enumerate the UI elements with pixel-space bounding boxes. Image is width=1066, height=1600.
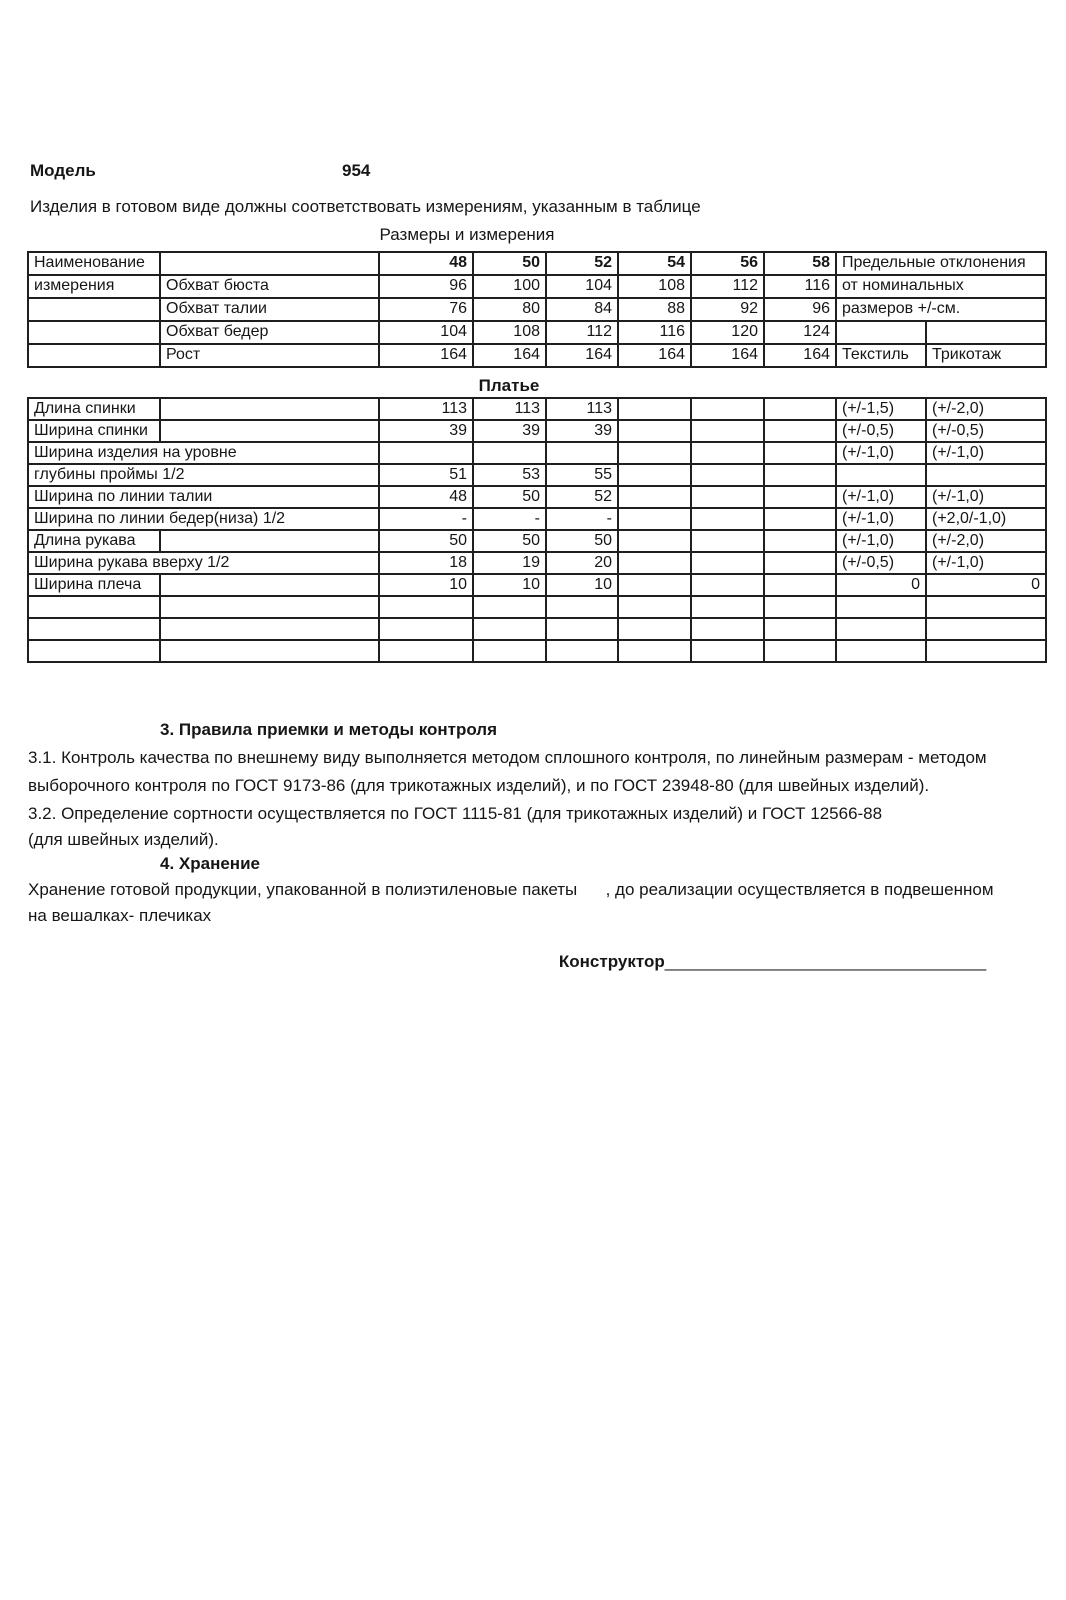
table-cell: 18 bbox=[379, 552, 473, 574]
table-cell: 19 bbox=[473, 552, 546, 574]
table-cell: - bbox=[379, 508, 473, 530]
table-title: Размеры и измерения bbox=[379, 225, 555, 244]
table-cell: 164 bbox=[379, 344, 473, 367]
table-cell: 96 bbox=[764, 298, 836, 321]
table-cell bbox=[764, 420, 836, 442]
table-cell bbox=[764, 508, 836, 530]
table-cell: 92 bbox=[691, 298, 764, 321]
table-cell: 108 bbox=[618, 275, 691, 298]
table-cell bbox=[473, 596, 546, 618]
table-cell: 112 bbox=[691, 275, 764, 298]
table-cell: Обхват талии bbox=[160, 298, 379, 321]
table-cell bbox=[28, 596, 160, 618]
table-cell bbox=[764, 398, 836, 420]
table-row bbox=[28, 344, 1046, 367]
table-cell: Предельные отклонения bbox=[836, 252, 1046, 275]
table-cell: 100 bbox=[473, 275, 546, 298]
table-row bbox=[28, 398, 1046, 420]
table-cell bbox=[764, 464, 836, 486]
size-table bbox=[27, 251, 1047, 368]
table-cell: 53 bbox=[473, 464, 546, 486]
table-cell: (+/-1,0) bbox=[926, 486, 1046, 508]
table-cell: 104 bbox=[546, 275, 618, 298]
table-cell: 58 bbox=[764, 252, 836, 275]
table-cell bbox=[764, 618, 836, 640]
table-cell bbox=[618, 464, 691, 486]
table-cell bbox=[926, 596, 1046, 618]
model-number: 954 bbox=[342, 161, 371, 180]
table-cell bbox=[618, 442, 691, 464]
table-cell: 164 bbox=[618, 344, 691, 367]
section3-paragraph-2-line-1: 3.2. Определение сортности осуществляется по ГОСТ 1115-81 (для трикотажных изделий) и ГОСТ 12566-88 bbox=[28, 804, 883, 823]
table-cell bbox=[160, 398, 379, 420]
table-cell: Ширина плеча bbox=[28, 574, 160, 596]
section4-paragraph-line-2: на вешалках- плечиках bbox=[28, 906, 212, 925]
table-cell bbox=[764, 552, 836, 574]
section3-paragraph-1-line-1: 3.1. Контроль качества по внешнему виду выполняется методом сплошного контроля, по линейным размерам - методом bbox=[28, 748, 987, 767]
table-cell bbox=[28, 618, 160, 640]
table-cell bbox=[618, 640, 691, 662]
table-cell: (+/-1,0) bbox=[926, 552, 1046, 574]
table-cell: 108 bbox=[473, 321, 546, 344]
table-cell bbox=[618, 618, 691, 640]
table-cell: Наименование bbox=[28, 252, 160, 275]
dress-section-title: Платье bbox=[478, 376, 540, 395]
table-cell bbox=[691, 420, 764, 442]
table-cell bbox=[926, 464, 1046, 486]
table-cell bbox=[379, 442, 473, 464]
table-cell: 113 bbox=[473, 398, 546, 420]
table-cell bbox=[160, 640, 379, 662]
table-cell bbox=[691, 398, 764, 420]
table-cell bbox=[28, 321, 160, 344]
table-cell: 48 bbox=[379, 252, 473, 275]
table-cell: 164 bbox=[691, 344, 764, 367]
table-cell bbox=[764, 530, 836, 552]
table-cell: 116 bbox=[618, 321, 691, 344]
table-row bbox=[28, 275, 1046, 298]
table-row bbox=[28, 252, 1046, 275]
table-cell: 10 bbox=[546, 574, 618, 596]
table-cell: 84 bbox=[546, 298, 618, 321]
table-cell: 50 bbox=[379, 530, 473, 552]
table-cell: Ширина по линии бедер(низа) 1/2 bbox=[28, 508, 379, 530]
table-cell: 10 bbox=[473, 574, 546, 596]
table-cell bbox=[836, 596, 926, 618]
table-cell bbox=[546, 640, 618, 662]
table-cell: Ширина рукава вверху 1/2 bbox=[28, 552, 379, 574]
table-cell bbox=[618, 574, 691, 596]
model-label: Модель bbox=[30, 161, 96, 180]
table-cell bbox=[618, 508, 691, 530]
table-cell: (+/-2,0) bbox=[926, 530, 1046, 552]
table-cell: 50 bbox=[473, 486, 546, 508]
table-cell bbox=[28, 344, 160, 367]
table-row bbox=[28, 486, 1046, 508]
section3-paragraph-1-line-2: выборочного контроля по ГОСТ 9173-86 (для трикотажных изделий), и по ГОСТ 23948-80 (для швейных изделий). bbox=[28, 776, 930, 795]
table-cell bbox=[836, 464, 926, 486]
table-cell bbox=[473, 640, 546, 662]
table-cell: (+/-1,0) bbox=[836, 442, 926, 464]
table-row bbox=[28, 420, 1046, 442]
table-cell: 52 bbox=[546, 486, 618, 508]
table-cell: (+/-1,5) bbox=[836, 398, 926, 420]
table-cell bbox=[618, 486, 691, 508]
table-cell: Ширина изделия на уровне bbox=[28, 442, 379, 464]
table-cell: 39 bbox=[473, 420, 546, 442]
table-cell bbox=[379, 618, 473, 640]
table-cell: (+/-0,5) bbox=[926, 420, 1046, 442]
table-cell: (+/-1,0) bbox=[926, 442, 1046, 464]
table-cell: Обхват бюста bbox=[160, 275, 379, 298]
table-cell: 0 bbox=[926, 574, 1046, 596]
table-cell bbox=[618, 398, 691, 420]
table-cell: 96 bbox=[379, 275, 473, 298]
table-cell: Обхват бедер bbox=[160, 321, 379, 344]
table-cell: 113 bbox=[379, 398, 473, 420]
table-cell bbox=[691, 552, 764, 574]
table-cell bbox=[379, 640, 473, 662]
table-cell: - bbox=[473, 508, 546, 530]
table-cell bbox=[691, 596, 764, 618]
table-cell bbox=[618, 530, 691, 552]
table-cell bbox=[836, 321, 926, 344]
table-cell bbox=[473, 442, 546, 464]
table-cell: (+/-2,0) bbox=[926, 398, 1046, 420]
table-cell: (+2,0/-1,0) bbox=[926, 508, 1046, 530]
table-cell: 54 bbox=[618, 252, 691, 275]
table-cell bbox=[28, 298, 160, 321]
table-cell bbox=[691, 530, 764, 552]
table-cell bbox=[691, 486, 764, 508]
section3-paragraph-2-line-2: (для швейных изделий). bbox=[28, 830, 219, 849]
table-row bbox=[28, 618, 1046, 640]
table-cell bbox=[836, 640, 926, 662]
table-cell bbox=[546, 618, 618, 640]
table-row bbox=[28, 530, 1046, 552]
table-cell: (+/-1,0) bbox=[836, 530, 926, 552]
table-row bbox=[28, 640, 1046, 662]
table-cell: 48 bbox=[379, 486, 473, 508]
table-cell: 76 bbox=[379, 298, 473, 321]
table-cell bbox=[160, 618, 379, 640]
table-cell bbox=[691, 640, 764, 662]
table-cell: 0 bbox=[836, 574, 926, 596]
table-row bbox=[28, 442, 1046, 464]
table-cell bbox=[160, 252, 379, 275]
table-cell: 39 bbox=[379, 420, 473, 442]
table-cell: 20 bbox=[546, 552, 618, 574]
table-cell bbox=[160, 574, 379, 596]
designer-label: Конструктор bbox=[558, 952, 665, 971]
table-row bbox=[28, 464, 1046, 486]
table-cell: Длина спинки bbox=[28, 398, 160, 420]
table-cell: 50 bbox=[473, 530, 546, 552]
table-row bbox=[28, 574, 1046, 596]
table-cell: 51 bbox=[379, 464, 473, 486]
table-cell: 50 bbox=[546, 530, 618, 552]
table-cell: (+/-0,5) bbox=[836, 552, 926, 574]
table-cell: 104 bbox=[379, 321, 473, 344]
designer-signature-block bbox=[540, 932, 986, 992]
table-cell bbox=[691, 574, 764, 596]
table-cell bbox=[618, 552, 691, 574]
table-cell bbox=[546, 442, 618, 464]
table-cell bbox=[691, 464, 764, 486]
table-cell: 88 bbox=[618, 298, 691, 321]
table-cell: 120 bbox=[691, 321, 764, 344]
table-cell bbox=[379, 596, 473, 618]
table-cell: Рост bbox=[160, 344, 379, 367]
table-cell bbox=[926, 618, 1046, 640]
table-cell bbox=[691, 618, 764, 640]
table-cell: 164 bbox=[764, 344, 836, 367]
table-cell bbox=[691, 508, 764, 530]
table-cell bbox=[618, 420, 691, 442]
table-cell bbox=[764, 640, 836, 662]
table-cell: 10 bbox=[379, 574, 473, 596]
table-cell bbox=[28, 640, 160, 662]
table-cell: Длина рукава bbox=[28, 530, 160, 552]
table-cell: Ширина по линии талии bbox=[28, 486, 379, 508]
dress-measurements-table bbox=[27, 397, 1047, 663]
table-cell: 50 bbox=[473, 252, 546, 275]
table-cell bbox=[764, 574, 836, 596]
table-cell bbox=[160, 530, 379, 552]
section4-heading: 4. Хранение bbox=[160, 854, 260, 873]
table-cell: 164 bbox=[546, 344, 618, 367]
table-row bbox=[28, 552, 1046, 574]
table-cell bbox=[473, 618, 546, 640]
table-cell: измерения bbox=[28, 275, 160, 298]
table-cell: Трикотаж bbox=[926, 344, 1046, 367]
table-cell: Текстиль bbox=[836, 344, 926, 367]
section3-heading: 3. Правила приемки и методы контроля bbox=[160, 720, 498, 739]
table-cell bbox=[836, 618, 926, 640]
table-cell bbox=[764, 486, 836, 508]
table-cell: 56 bbox=[691, 252, 764, 275]
table-cell: размеров +/-см. bbox=[836, 298, 1046, 321]
table-cell: 55 bbox=[546, 464, 618, 486]
table-cell bbox=[160, 596, 379, 618]
table-cell: 80 bbox=[473, 298, 546, 321]
table-cell bbox=[926, 321, 1046, 344]
section4-paragraph-line-1: Хранение готовой продукции, упакованной в полиэтиленовые пакеты , до реализации осуществляется в подвешенном bbox=[28, 880, 994, 899]
table-cell: 39 bbox=[546, 420, 618, 442]
table-cell bbox=[546, 596, 618, 618]
table-cell: 52 bbox=[546, 252, 618, 275]
table-cell bbox=[764, 596, 836, 618]
table-row bbox=[28, 596, 1046, 618]
table-cell bbox=[926, 640, 1046, 662]
intro-text: Изделия в готовом виде должны соответствовать измерениям, указанным в таблице bbox=[30, 197, 701, 216]
table-cell: (+/-0,5) bbox=[836, 420, 926, 442]
table-cell: от номинальных bbox=[836, 275, 1046, 298]
table-cell: (+/-1,0) bbox=[836, 508, 926, 530]
table-cell: 113 bbox=[546, 398, 618, 420]
table-row bbox=[28, 298, 1046, 321]
table-cell bbox=[764, 442, 836, 464]
table-cell: Ширина спинки bbox=[28, 420, 160, 442]
table-cell: 124 bbox=[764, 321, 836, 344]
table-cell: 112 bbox=[546, 321, 618, 344]
table-cell bbox=[618, 596, 691, 618]
table-cell: 116 bbox=[764, 275, 836, 298]
signature-line: __________________________________ bbox=[664, 952, 987, 971]
table-row bbox=[28, 321, 1046, 344]
table-cell: глубины проймы 1/2 bbox=[28, 464, 379, 486]
table-cell: 164 bbox=[473, 344, 546, 367]
table-cell: (+/-1,0) bbox=[836, 486, 926, 508]
table-cell bbox=[160, 420, 379, 442]
table-cell: - bbox=[546, 508, 618, 530]
table-cell bbox=[691, 442, 764, 464]
table-row bbox=[28, 508, 1046, 530]
